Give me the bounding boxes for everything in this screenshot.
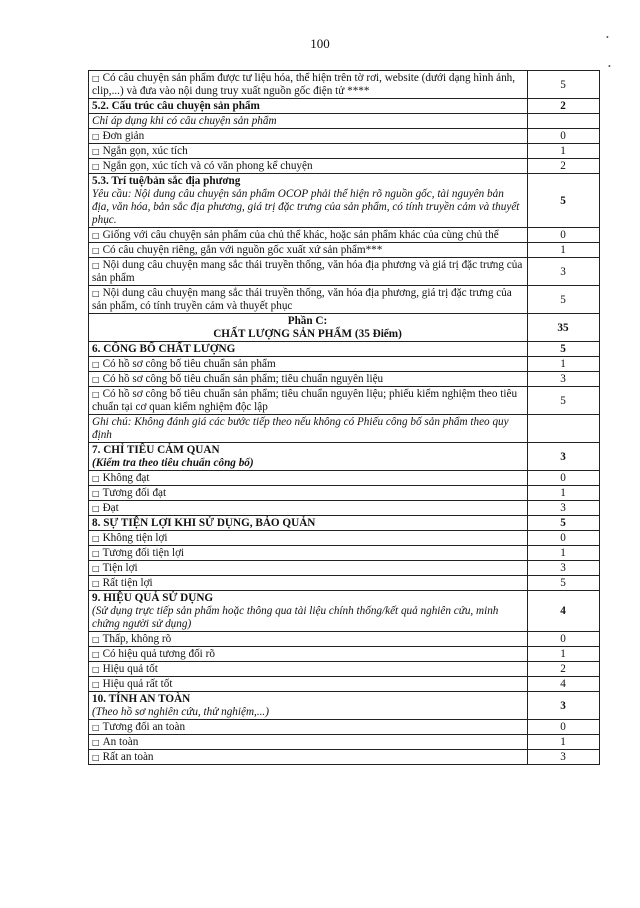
score-cell <box>528 114 600 129</box>
score-cell <box>528 561 600 576</box>
criterion-text: Hiệu quả tốt <box>102 663 158 675</box>
checkbox-icon: □ <box>92 635 100 644</box>
criterion-cell <box>89 677 528 692</box>
criterion-cell <box>89 159 528 174</box>
checkbox-icon: □ <box>92 246 100 255</box>
table-row <box>89 501 600 516</box>
score-cell <box>528 159 600 174</box>
score-value: 0 <box>560 532 566 544</box>
score-cell <box>528 443 600 471</box>
score-value: 3 <box>560 373 566 385</box>
checkbox-icon: □ <box>92 534 100 543</box>
section-heading: 10. TÍNH AN TOÀN <box>92 693 191 705</box>
section-heading: 5.3. Trí tuệ/bản sắc địa phương <box>92 175 241 187</box>
criterion-cell <box>89 516 528 531</box>
section-heading: 5.2. Cấu trúc câu chuyện sản phẩm <box>92 100 260 112</box>
criterion-text: Không đạt <box>102 472 150 484</box>
table-row <box>89 471 600 486</box>
checkbox-icon: □ <box>92 738 100 747</box>
score-value: 2 <box>560 100 566 112</box>
score-cell <box>528 516 600 531</box>
table-row <box>89 692 600 720</box>
criterion-cell <box>89 662 528 677</box>
criterion-cell <box>89 387 528 415</box>
score-value: 0 <box>560 633 566 645</box>
score-cell <box>528 99 600 114</box>
checkbox-icon: □ <box>92 680 100 689</box>
score-cell <box>528 546 600 561</box>
checkbox-icon: □ <box>92 564 100 573</box>
checkbox-icon: □ <box>92 579 100 588</box>
table-row <box>89 129 600 144</box>
checkbox-icon: □ <box>92 289 100 298</box>
score-cell <box>528 501 600 516</box>
section-subnote: Yêu cầu: Nội dung câu chuyện sản phẩm OCOP phải thể hiện rõ nguồn gốc, tài nguyên bản địa, văn hóa, bản sắc địa phương, giá trị đặc trưng của sản phẩm, có tính truyền cảm và thuyết phục. <box>92 188 520 226</box>
score-cell <box>528 735 600 750</box>
note-text: Ghi chú: Không đánh giá các bước tiếp theo nếu không có Phiếu công bố sản phẩm theo quy định <box>92 416 509 441</box>
score-value: 2 <box>560 160 566 172</box>
score-cell <box>528 750 600 765</box>
table-row <box>89 99 600 114</box>
table-row <box>89 576 600 591</box>
section-heading: 7. CHỈ TIÊU CẢM QUAN <box>92 444 220 456</box>
section-heading: 9. HIỆU QUẢ SỬ DỤNG <box>92 592 214 604</box>
criterion-text: Thấp, không rõ <box>102 633 172 645</box>
criterion-cell <box>89 144 528 159</box>
table-row <box>89 443 600 471</box>
criterion-text: Ngắn gọn, xúc tích <box>102 145 188 157</box>
table-row <box>89 387 600 415</box>
criterion-text: Không tiện lợi <box>102 532 168 544</box>
criterion-cell <box>89 720 528 735</box>
criterion-cell <box>89 561 528 576</box>
section-heading: 6. CÔNG BỐ CHẤT LƯỢNG <box>92 343 236 355</box>
score-cell <box>528 71 600 99</box>
score-value: 3 <box>560 699 566 712</box>
score-value: 0 <box>560 229 566 241</box>
table-row <box>89 516 600 531</box>
page-number: 100 <box>310 36 330 51</box>
checkbox-icon: □ <box>92 375 100 384</box>
checkbox-icon: □ <box>92 753 100 762</box>
criterion-text: Hiệu quả rất tốt <box>102 678 173 690</box>
score-cell <box>528 486 600 501</box>
score-value: 1 <box>560 547 566 559</box>
section-subnote: (Theo hồ sơ nghiên cứu, thử nghiệm,...) <box>92 706 269 718</box>
table-row <box>89 647 600 662</box>
checkbox-icon: □ <box>92 74 100 83</box>
table-row <box>89 342 600 357</box>
table-row <box>89 486 600 501</box>
scan-speck: • <box>606 33 609 42</box>
checkbox-icon: □ <box>92 360 100 369</box>
criterion-cell <box>89 546 528 561</box>
part-title: Phần C: <box>287 315 328 327</box>
checkbox-icon: □ <box>92 132 100 141</box>
criterion-cell <box>89 750 528 765</box>
table-row <box>89 720 600 735</box>
table-row <box>89 531 600 546</box>
criterion-cell <box>89 735 528 750</box>
score-cell <box>528 576 600 591</box>
score-value: 4 <box>560 678 566 690</box>
criterion-text: Nội dung câu chuyện mang sắc thái truyền thống, văn hóa địa phương, giá trị đặc trưng của sản phẩm, có tính truyền cảm và thuyết phục <box>92 287 512 312</box>
table-row <box>89 258 600 286</box>
criterion-text: Có hồ sơ công bố tiêu chuẩn sản phẩm <box>102 358 276 370</box>
checkbox-icon: □ <box>92 650 100 659</box>
criterion-cell <box>89 129 528 144</box>
score-cell <box>528 471 600 486</box>
score-cell <box>528 258 600 286</box>
score-value: 0 <box>560 721 566 733</box>
table-row <box>89 71 600 99</box>
score-cell <box>528 387 600 415</box>
score-cell <box>528 357 600 372</box>
criterion-cell <box>89 692 528 720</box>
score-cell <box>528 415 600 443</box>
criterion-cell <box>89 501 528 516</box>
criterion-cell <box>89 531 528 546</box>
score-value: 1 <box>560 244 566 256</box>
score-cell <box>528 314 600 342</box>
table-row <box>89 662 600 677</box>
table-row <box>89 159 600 174</box>
criterion-text: Nội dung câu chuyện mang sắc thái truyền thống, văn hóa địa phương và giá trị đặc trưng của sản phẩm <box>92 259 523 284</box>
section-heading: 8. SỰ TIỆN LỢI KHI SỬ DỤNG, BẢO QUẢN <box>92 517 316 529</box>
criterion-text: An toàn <box>102 736 139 748</box>
score-cell <box>528 243 600 258</box>
score-cell <box>528 372 600 387</box>
checkbox-icon: □ <box>92 162 100 171</box>
criterion-cell <box>89 314 528 342</box>
criterion-cell <box>89 443 528 471</box>
scoring-table <box>88 70 600 765</box>
table-row <box>89 632 600 647</box>
criterion-cell <box>89 471 528 486</box>
checkbox-icon: □ <box>92 723 100 732</box>
table-row <box>89 228 600 243</box>
criterion-text: Tương đối tiện lợi <box>102 547 185 559</box>
criterion-cell <box>89 99 528 114</box>
score-cell <box>528 677 600 692</box>
score-cell <box>528 632 600 647</box>
score-cell <box>528 647 600 662</box>
table-row <box>89 415 600 443</box>
score-value: 1 <box>560 736 566 748</box>
score-cell <box>528 342 600 357</box>
criterion-text: Có hồ sơ công bố tiêu chuẩn sản phẩm; tiêu chuẩn nguyên liệu <box>102 373 384 385</box>
checkbox-icon: □ <box>92 474 100 483</box>
criterion-text: Đạt <box>102 502 119 514</box>
criterion-text: Ngắn gọn, xúc tích và có văn phong kể chuyện <box>102 160 313 172</box>
checkbox-icon: □ <box>92 261 100 270</box>
criterion-cell <box>89 286 528 314</box>
score-value: 5 <box>560 394 566 407</box>
table-row <box>89 591 600 632</box>
section-subnote: (Kiểm tra theo tiêu chuẩn công bố) <box>92 457 254 469</box>
score-value: 5 <box>560 194 566 207</box>
score-value: 2 <box>560 663 566 675</box>
score-value: 1 <box>560 358 566 370</box>
checkbox-icon: □ <box>92 665 100 674</box>
score-value: 3 <box>560 450 566 463</box>
table-row <box>89 750 600 765</box>
criterion-cell <box>89 576 528 591</box>
table-row <box>89 144 600 159</box>
scoring-table-body <box>89 71 600 765</box>
criterion-cell <box>89 114 528 129</box>
score-value: 5 <box>560 517 566 529</box>
criterion-cell <box>89 632 528 647</box>
score-value: 5 <box>560 293 566 306</box>
score-value: 4 <box>560 605 566 617</box>
score-cell <box>528 692 600 720</box>
criterion-cell <box>89 71 528 99</box>
criterion-cell <box>89 174 528 228</box>
criterion-text: Rất an toàn <box>102 751 154 763</box>
checkbox-icon: □ <box>92 489 100 498</box>
table-row <box>89 735 600 750</box>
scan-speck: • <box>608 62 611 71</box>
score-value: 3 <box>560 502 566 514</box>
checkbox-icon: □ <box>92 231 100 240</box>
note-text: Chỉ áp dụng khi có câu chuyện sản phẩm <box>92 115 277 127</box>
criterion-cell <box>89 258 528 286</box>
table-row <box>89 286 600 314</box>
criterion-text: Có câu chuyện sản phẩm được tư liệu hóa, thể hiện trên tờ rơi, website (dưới dạng hình ảnh, clip,...) và đưa vào nội dung truy xuất nguồn gốc điện tử **** <box>92 72 516 97</box>
criterion-text: Có hiệu quả tương đối rõ <box>102 648 215 660</box>
criterion-cell <box>89 486 528 501</box>
part-subtitle: CHẤT LƯỢNG SẢN PHẨM (35 Điểm) <box>213 328 402 340</box>
score-value: 1 <box>560 648 566 660</box>
table-row <box>89 677 600 692</box>
score-cell <box>528 129 600 144</box>
criterion-text: Có câu chuyện riêng, gắn với nguồn gốc xuất xứ sản phẩm*** <box>102 244 383 256</box>
criterion-text: Đơn giản <box>102 130 145 142</box>
score-value: 0 <box>560 130 566 142</box>
score-value: 3 <box>560 265 566 278</box>
checkbox-icon: □ <box>92 504 100 513</box>
score-cell <box>528 286 600 314</box>
table-row <box>89 357 600 372</box>
criterion-text: Có hồ sơ công bố tiêu chuẩn sản phẩm; tiêu chuẩn nguyên liệu; phiếu kiểm nghiệm theo tiêu chuẩn tại cơ quan kiểm nghiệm độc lập <box>92 388 518 413</box>
criterion-cell <box>89 243 528 258</box>
score-value: 1 <box>560 145 566 157</box>
score-value: 0 <box>560 472 566 484</box>
criterion-text: Tiện lợi <box>102 562 138 574</box>
section-subnote: (Sử dụng trực tiếp sản phẩm hoặc thông qua tài liệu chính thống/kết quả nghiên cứu, minh chứng người sử dụng) <box>92 605 499 630</box>
criterion-cell <box>89 342 528 357</box>
table-row <box>89 372 600 387</box>
table-row <box>89 314 600 342</box>
table-row <box>89 114 600 129</box>
score-cell <box>528 720 600 735</box>
table-row <box>89 561 600 576</box>
score-cell <box>528 174 600 228</box>
score-value: 35 <box>557 321 569 334</box>
score-value: 3 <box>560 562 566 574</box>
score-value: 5 <box>560 343 566 355</box>
checkbox-icon: □ <box>92 549 100 558</box>
score-cell <box>528 531 600 546</box>
criterion-cell <box>89 647 528 662</box>
criterion-cell <box>89 357 528 372</box>
score-cell <box>528 591 600 632</box>
score-cell <box>528 144 600 159</box>
criterion-cell <box>89 591 528 632</box>
table-row <box>89 546 600 561</box>
criterion-text: Tương đối an toàn <box>102 721 186 733</box>
table-row <box>89 174 600 228</box>
checkbox-icon: □ <box>92 390 100 399</box>
criterion-cell <box>89 415 528 443</box>
criterion-cell <box>89 228 528 243</box>
criterion-text: Rất tiện lợi <box>102 577 153 589</box>
score-cell <box>528 662 600 677</box>
score-value: 5 <box>560 577 566 589</box>
score-value: 5 <box>560 78 566 91</box>
table-row <box>89 243 600 258</box>
checkbox-icon: □ <box>92 147 100 156</box>
criterion-text: Giống với câu chuyện sản phẩm của chủ thể khác, hoặc sản phẩm khác của cùng chủ thể <box>102 229 499 241</box>
score-value: 3 <box>560 751 566 763</box>
score-cell <box>528 228 600 243</box>
criterion-cell <box>89 372 528 387</box>
criterion-text: Tương đối đạt <box>102 487 167 499</box>
score-value: 1 <box>560 487 566 499</box>
